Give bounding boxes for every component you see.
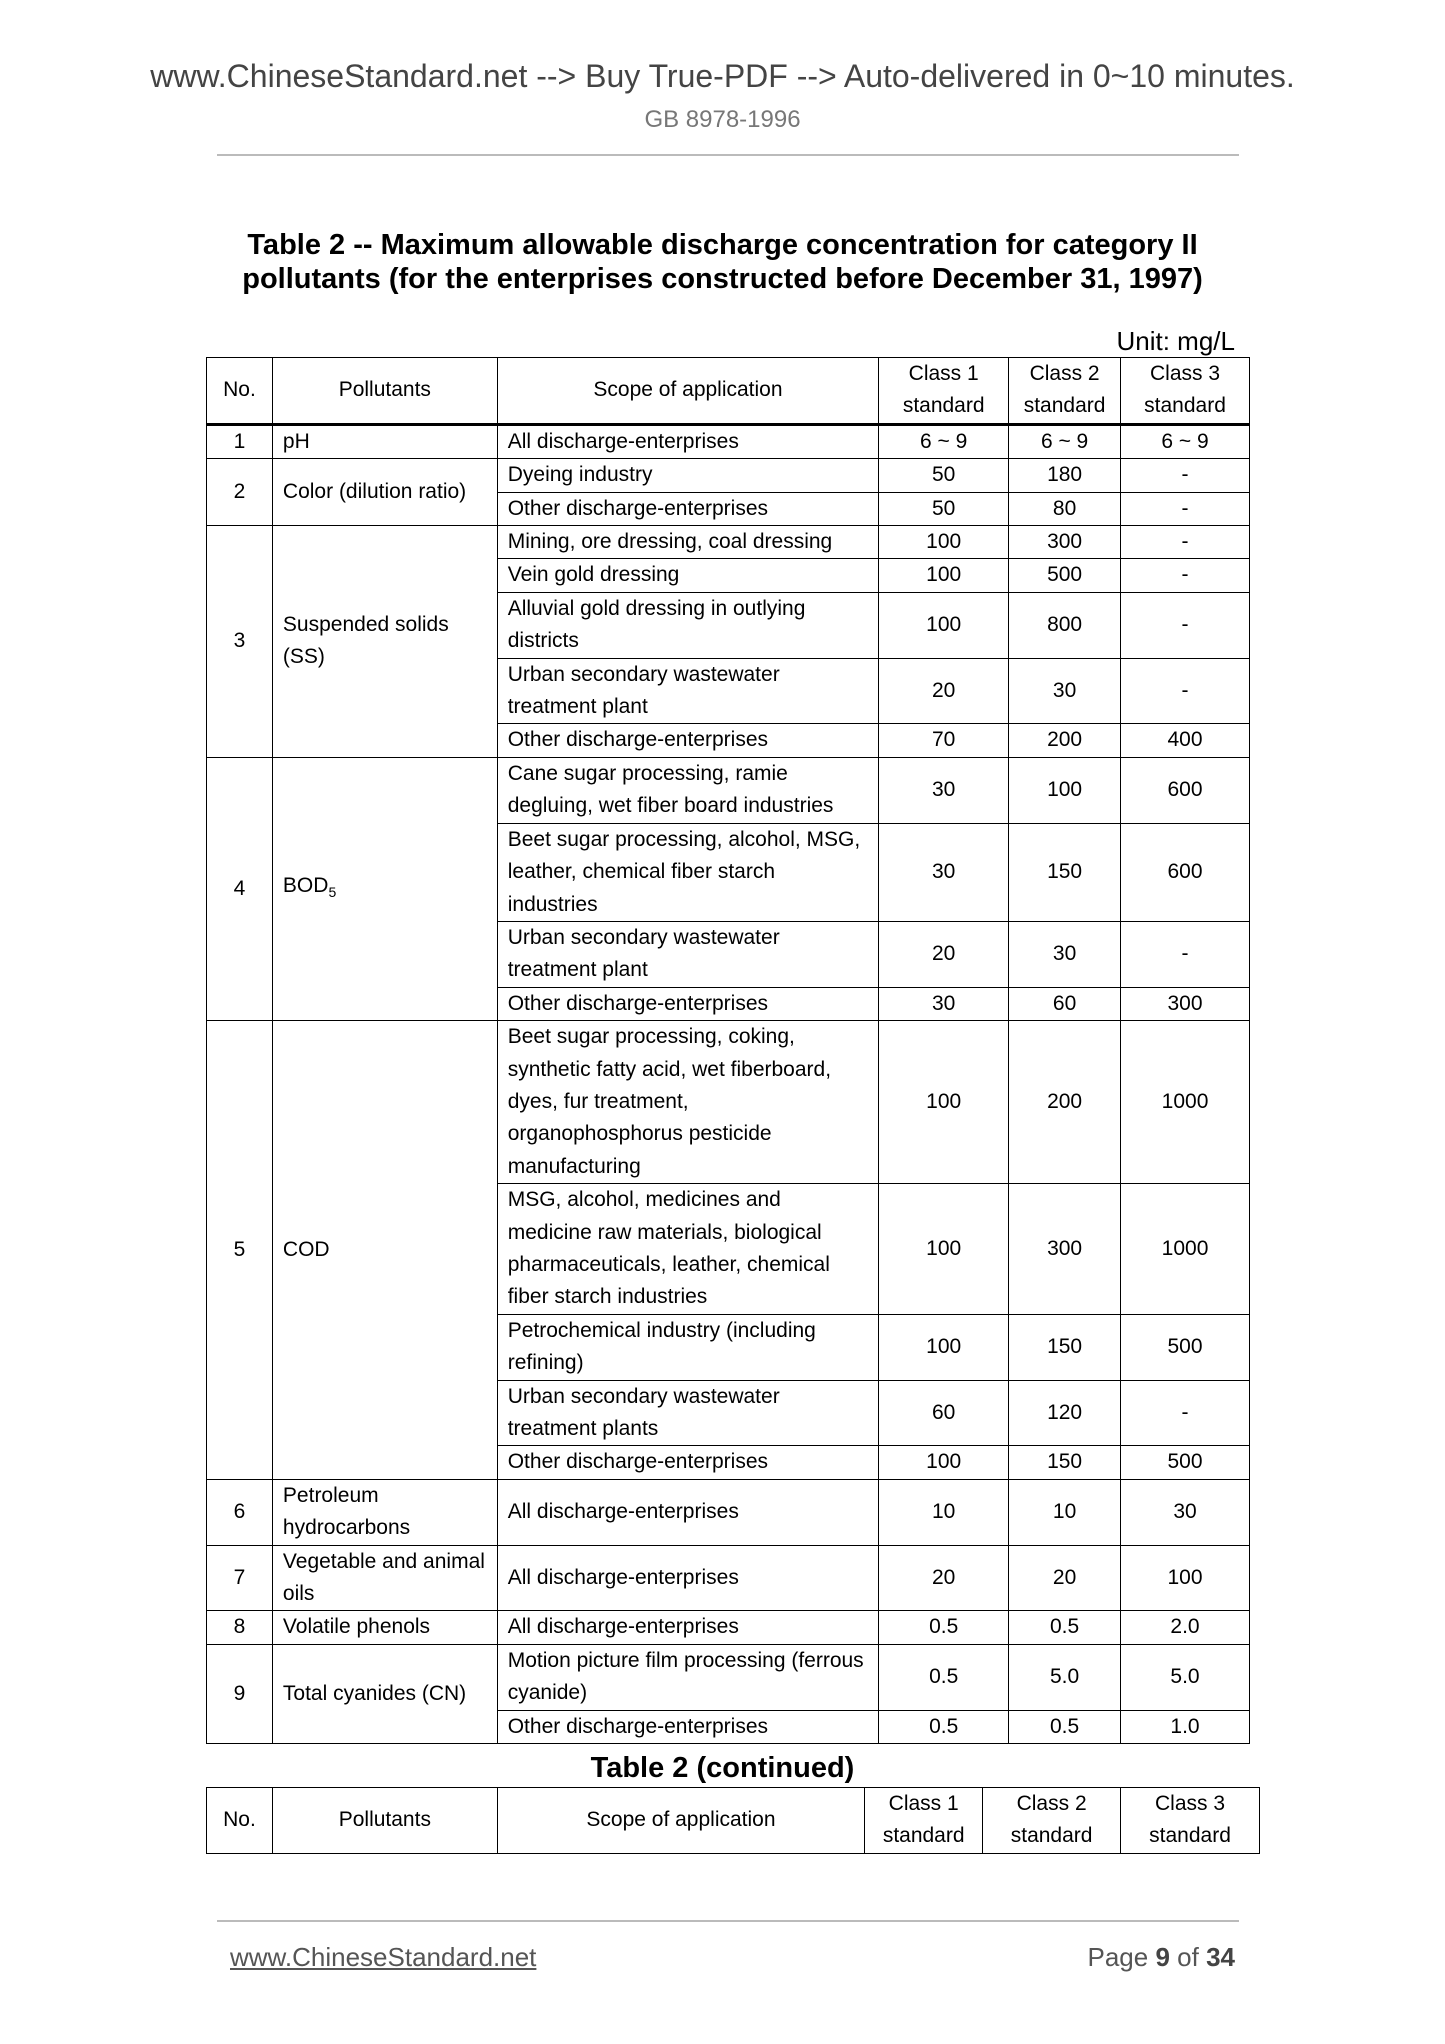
cell-scope: Mining, ore dressing, coal dressing (497, 526, 879, 559)
table-row (207, 459, 1250, 492)
cell-scope: Petrochemical industry (including refining) (497, 1314, 879, 1380)
cell-class1: 70 (879, 724, 1009, 757)
cell-class2: 5.0 (1009, 1644, 1121, 1710)
cell-class3: 600 (1121, 757, 1250, 823)
cell-class1: 6 ~ 9 (879, 424, 1009, 458)
cell-scope: Other discharge-enterprises (497, 1446, 879, 1479)
header-class3 (1121, 358, 1250, 425)
continued-header-row (207, 1788, 1260, 1854)
cell-class2: 150 (1009, 1446, 1121, 1479)
cell-no: 5 (207, 1021, 273, 1480)
banner-text: www.ChineseStandard.net --> Buy True-PDF --> Auto-delivered in 0~10 minutes. (150, 58, 1295, 94)
footer-site-link[interactable]: www.ChineseStandard.net (230, 1942, 537, 1972)
cell-class1: 10 (879, 1479, 1009, 1545)
cell-no: 7 (207, 1545, 273, 1611)
cell-class3: 5.0 (1121, 1644, 1250, 1710)
cell-class2: 180 (1009, 459, 1121, 492)
document-id: GB 8978-1996 (644, 106, 801, 133)
header-class1-label: Class 1 (888, 1792, 959, 1815)
table-row (207, 757, 1250, 823)
cell-class2: 150 (1009, 1314, 1121, 1380)
header-standard: standard (1023, 394, 1106, 418)
cell-class2: 80 (1009, 492, 1121, 525)
current-page: 9 (1155, 1942, 1170, 1972)
cell-class2: 60 (1009, 987, 1121, 1020)
cell-scope: Other discharge-enterprises (497, 724, 879, 757)
cell-class3: 2.0 (1121, 1611, 1250, 1644)
cell-scope: Other discharge-enterprises (497, 492, 879, 525)
table-header-row (207, 358, 1250, 425)
cell-scope: MSG, alcohol, medicines and medicine raw materials, biological pharmaceuticals, leather, chemical fiber starch industries (497, 1184, 879, 1315)
cell-pollutant: COD (272, 1021, 497, 1480)
cell-class2: 200 (1009, 1021, 1121, 1184)
cell-class3: 30 (1121, 1479, 1250, 1545)
cell-class1: 100 (879, 1446, 1009, 1479)
cell-pollutant: Color (dilution ratio) (272, 459, 497, 526)
cell-class3: 400 (1121, 724, 1250, 757)
cell-class1: 100 (879, 1184, 1009, 1315)
cell-class3: 600 (1121, 823, 1250, 921)
header-class2 (1009, 358, 1121, 425)
continued-title: Table 2 (continued) (590, 1752, 855, 1784)
cell-class2: 200 (1009, 724, 1121, 757)
cell-class3: - (1121, 526, 1250, 559)
cell-class2: 20 (1009, 1545, 1121, 1611)
header-class1 (865, 1788, 983, 1854)
cell-class3: 100 (1121, 1545, 1250, 1611)
page-number (1087, 1942, 1235, 1973)
cell-class1: 20 (879, 921, 1009, 987)
table-row (207, 1479, 1250, 1545)
cell-pollutant (272, 757, 497, 1020)
cell-pollutant: pH (272, 424, 497, 458)
cell-class3: 500 (1121, 1314, 1250, 1380)
cell-class2: 6 ~ 9 (1009, 424, 1121, 458)
table-row (207, 424, 1250, 458)
cell-no: 4 (207, 757, 273, 1020)
cell-class1: 50 (879, 459, 1009, 492)
cell-scope: Urban secondary wastewater treatment plant (497, 658, 879, 724)
cell-class3: 300 (1121, 987, 1250, 1020)
cell-class3: - (1121, 492, 1250, 525)
title-line-1: Table 2 -- Maximum allowable discharge concentration for category II (247, 229, 1198, 261)
cell-class2: 10 (1009, 1479, 1121, 1545)
cell-class2: 100 (1009, 757, 1121, 823)
cell-pollutant: Suspended solids (SS) (272, 526, 497, 758)
header-class2-label: Class 2 (1029, 362, 1100, 385)
header-no: No. (207, 358, 273, 425)
cell-scope: All discharge-enterprises (497, 424, 879, 458)
cell-class2: 30 (1009, 658, 1121, 724)
table-title (0, 228, 1445, 296)
header-class3 (1121, 1788, 1260, 1854)
cell-class1: 60 (879, 1380, 1009, 1446)
header-standard: standard (902, 394, 985, 418)
cell-class1: 50 (879, 492, 1009, 525)
cell-class1: 100 (879, 1021, 1009, 1184)
header-pollutants: Pollutants (272, 358, 497, 425)
cell-class2: 0.5 (1009, 1710, 1121, 1743)
cell-class1: 100 (879, 559, 1009, 592)
cell-scope: Dyeing industry (497, 459, 879, 492)
cell-scope: Vein gold dressing (497, 559, 879, 592)
cell-class2: 800 (1009, 592, 1121, 658)
cell-pollutant: Vegetable and animal oils (272, 1545, 497, 1611)
cell-scope: All discharge-enterprises (497, 1545, 879, 1611)
cell-class1: 30 (879, 987, 1009, 1020)
cell-class1: 30 (879, 757, 1009, 823)
cell-scope: Other discharge-enterprises (497, 1710, 879, 1743)
cell-class3: - (1121, 1380, 1250, 1446)
cell-class1: 0.5 (879, 1644, 1009, 1710)
cell-class3: 1000 (1121, 1184, 1250, 1315)
cell-class3: 500 (1121, 1446, 1250, 1479)
title-line-2: pollutants (for the enterprises constructed before December 31, 1997) (242, 263, 1203, 295)
cell-scope: All discharge-enterprises (497, 1479, 879, 1545)
footer-divider (217, 1920, 1239, 1922)
cell-class1: 20 (879, 1545, 1009, 1611)
table-row (207, 1644, 1250, 1710)
cell-class2: 300 (1009, 526, 1121, 559)
cell-scope: Other discharge-enterprises (497, 987, 879, 1020)
header-standard: standard (1010, 1824, 1093, 1848)
cell-class3: - (1121, 459, 1250, 492)
cell-class1: 100 (879, 526, 1009, 559)
table-row (207, 1611, 1250, 1644)
pollutant-table (206, 357, 1250, 1744)
cell-class2: 500 (1009, 559, 1121, 592)
cell-pollutant: Volatile phenols (272, 1611, 497, 1644)
cell-class1: 20 (879, 658, 1009, 724)
cell-class1: 100 (879, 592, 1009, 658)
cell-scope: Cane sugar processing, ramie degluing, wet fiber board industries (497, 757, 879, 823)
cell-class3: - (1121, 921, 1250, 987)
pollutant-name: BOD (282, 873, 329, 897)
header-class3-label: Class 3 (1155, 1792, 1226, 1815)
header-standard: standard (882, 1824, 965, 1848)
table-row (207, 1545, 1250, 1611)
cell-class2: 0.5 (1009, 1611, 1121, 1644)
cell-class1: 30 (879, 823, 1009, 921)
total-pages: 34 (1206, 1942, 1235, 1972)
cell-class3: - (1121, 559, 1250, 592)
cell-scope: Alluvial gold dressing in outlying districts (497, 592, 879, 658)
cell-no: 6 (207, 1479, 273, 1545)
continued-table (206, 1787, 1260, 1854)
page-prefix: Page (1087, 1942, 1149, 1972)
header-standard: standard (1149, 1824, 1231, 1848)
header-class1-label: Class 1 (908, 362, 979, 385)
cell-scope: Urban secondary wastewater treatment plant (497, 921, 879, 987)
header-scope: Scope of application (497, 358, 879, 425)
cell-scope: Urban secondary wastewater treatment plants (497, 1380, 879, 1446)
cell-no: 8 (207, 1611, 273, 1644)
cell-pollutant: Petroleum hydrocarbons (272, 1479, 497, 1545)
header-class1 (879, 358, 1009, 425)
header-scope: Scope of application (497, 1788, 865, 1854)
cell-class2: 120 (1009, 1380, 1121, 1446)
cell-scope: Motion picture film processing (ferrous cyanide) (497, 1644, 879, 1710)
cell-no: 3 (207, 526, 273, 758)
cell-class1: 0.5 (879, 1710, 1009, 1743)
cell-class3: - (1121, 658, 1250, 724)
cell-scope: Beet sugar processing, alcohol, MSG, leather, chemical fiber starch industries (497, 823, 879, 921)
header-pollutants: Pollutants (272, 1788, 497, 1854)
header-class2 (983, 1788, 1121, 1854)
page-of: of (1177, 1942, 1199, 1972)
cell-class3: - (1121, 592, 1250, 658)
header-standard: standard (1144, 394, 1226, 418)
cell-class1: 100 (879, 1314, 1009, 1380)
cell-scope: All discharge-enterprises (497, 1611, 879, 1644)
cell-scope: Beet sugar processing, coking, synthetic fatty acid, wet fiberboard, dyes, fur treatment, organophosphorus pesticide manufacturing (497, 1021, 879, 1184)
cell-no: 2 (207, 459, 273, 526)
cell-class3: 6 ~ 9 (1121, 424, 1250, 458)
header-class2-label: Class 2 (1016, 1792, 1087, 1815)
cell-class1: 0.5 (879, 1611, 1009, 1644)
cell-no: 9 (207, 1644, 273, 1743)
cell-class2: 30 (1009, 921, 1121, 987)
cell-class2: 300 (1009, 1184, 1121, 1315)
table-row (207, 526, 1250, 559)
unit-label: Unit: mg/L (1116, 326, 1235, 356)
header-class3-label: Class 3 (1150, 362, 1221, 385)
pollutant-subscript: 5 (328, 883, 337, 900)
table-row (207, 1021, 1250, 1184)
header-no: No. (207, 1788, 273, 1854)
header-divider (217, 154, 1239, 156)
cell-class3: 1.0 (1121, 1710, 1250, 1743)
cell-class2: 150 (1009, 823, 1121, 921)
cell-pollutant: Total cyanides (CN) (272, 1644, 497, 1743)
cell-class3: 1000 (1121, 1021, 1250, 1184)
cell-no: 1 (207, 424, 273, 458)
